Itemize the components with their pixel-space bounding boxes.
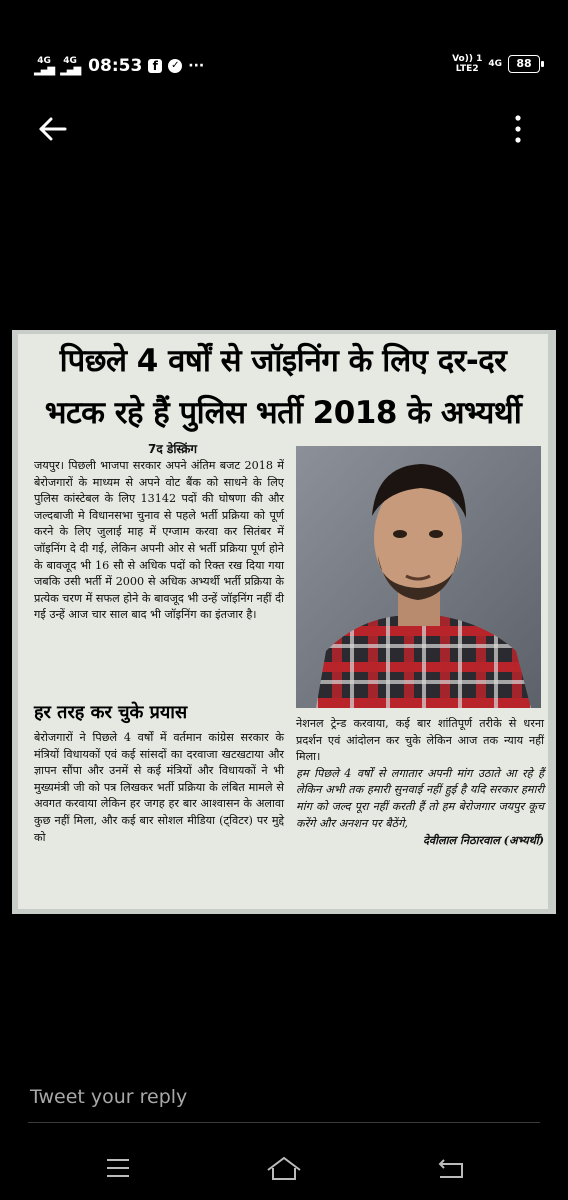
return-icon[interactable] [436,1156,466,1180]
navigation-bar [0,1148,568,1188]
person-photo [296,446,541,708]
arrow-left-icon[interactable] [36,112,70,146]
article-paragraph-2: बेरोजगारों ने पिछले 4 वर्षों में वर्तमान कांग्रेस सरकार के मंत्रियों विधायकों एवं कई सांसदों का दरवाजा खटखटाया और ज्ञापन सौंपा और उनमें से कई मंत्रियों और विधायकों ने भी मुख्यमंत्री जी को पत्र लिखकर भर्ती प्रक्रिया के लंबित मामले से अवगत करवाया लेकिन हर जगह हर बार आश्वासन के अलावा कुछ नहीं मिला, और कई बार सोशल मीडिया (ट्विटर) पर मुद्दे को [34,731,284,844]
volte-indicator: Vo)) 1 LTE2 [452,54,483,74]
clock: 08:53 [88,56,143,76]
headline-line-1: पिछले 4 वर्षों से जॉइनिंग के लिए दर-दर [59,343,507,379]
quote-signature: देवीलाल निठारवाल (अभ्यर्थी) [422,833,544,848]
article-paragraph-1: जयपुर। पिछली भाजपा सरकार अपने अंतिम बजट 2018 में बेरोजगारों के माध्यम से अपने वोट बैंक को साधने के लिए पुलिस कांस्टेबल के लिए 13142 पदों की घोषणा की और जल्दबाजी मे विधानसभा चुनाव से पहले भर्ती प्रक्रिया को पूर्ण करने के लिए जुलाई माह में एग्जाम करवा कर सितंबर में जॉइनिंग दे दी गई, लेकिन अपनी ओर से भर्ती प्रक्रिया पूर्ण होने के बावजूद भी 16 सौ से अधिक पदों को रिक्त रख दिया गया जबकि उसी भर्ती में 2000 से अधिक अभ्यर्थी भर्ती प्रक्रिया के प्रत्येक चरण में सफल होने के बावजूद भी उन्हें जॉइनिंग नहीं दी गई उन्हें आज चार साल बाद भी जॉइनिंग का इंतजार है। [34,459,284,622]
menu-icon[interactable] [104,1156,132,1180]
byline: 7द डेस्क्रिंग [148,442,198,456]
top-bar [0,108,568,152]
signal-icon: 4G ▂▄▆ [34,56,55,76]
candidate-quote: हम पिछले 4 वर्षों से लगातार अपनी मांग उठाते आ रहे हैं लेकिन अभी तक हमारी सुनवाई नहीं हुई है यदि सरकार हमारी मांग को जल्द पूरा नहीं करती हैं तो हम बेरोजगार जयपुर कूच करेंगे और अनशन पर बैठेंगे, [296,766,544,830]
more-vertical-icon[interactable] [508,112,528,146]
article-column-3 [296,716,544,849]
home-icon[interactable] [266,1156,302,1182]
network-type: 4G [488,59,502,69]
reply-divider [28,1122,540,1123]
status-bar [0,50,568,86]
check-circle-icon: ✓ [168,59,182,73]
tweet-reply-input[interactable]: Tweet your reply [30,1086,188,1108]
clipping-page [18,334,548,909]
newspaper-clipping-image[interactable] [12,330,556,914]
headline-line-2: भटक रहे हैं पुलिस भर्ती 2018 के अभ्यर्थी [44,395,522,431]
article-subhead: हर तरह कर चुके प्रयास [34,702,188,723]
article-paragraph-3: नेशनल ट्रेन्ड करवाया, कई बार शांतिपूर्ण तरीके से धरना प्रदर्शन एवं आंदोलन कर चुके लेकिन आज तक न्याय नहीं मिला। [296,717,544,764]
signal-icon: 4G ▂▄▆ [60,56,81,76]
more-notifications-icon: ··· [188,58,205,74]
battery-icon: 88 [508,55,540,73]
facebook-icon: f [148,59,162,73]
